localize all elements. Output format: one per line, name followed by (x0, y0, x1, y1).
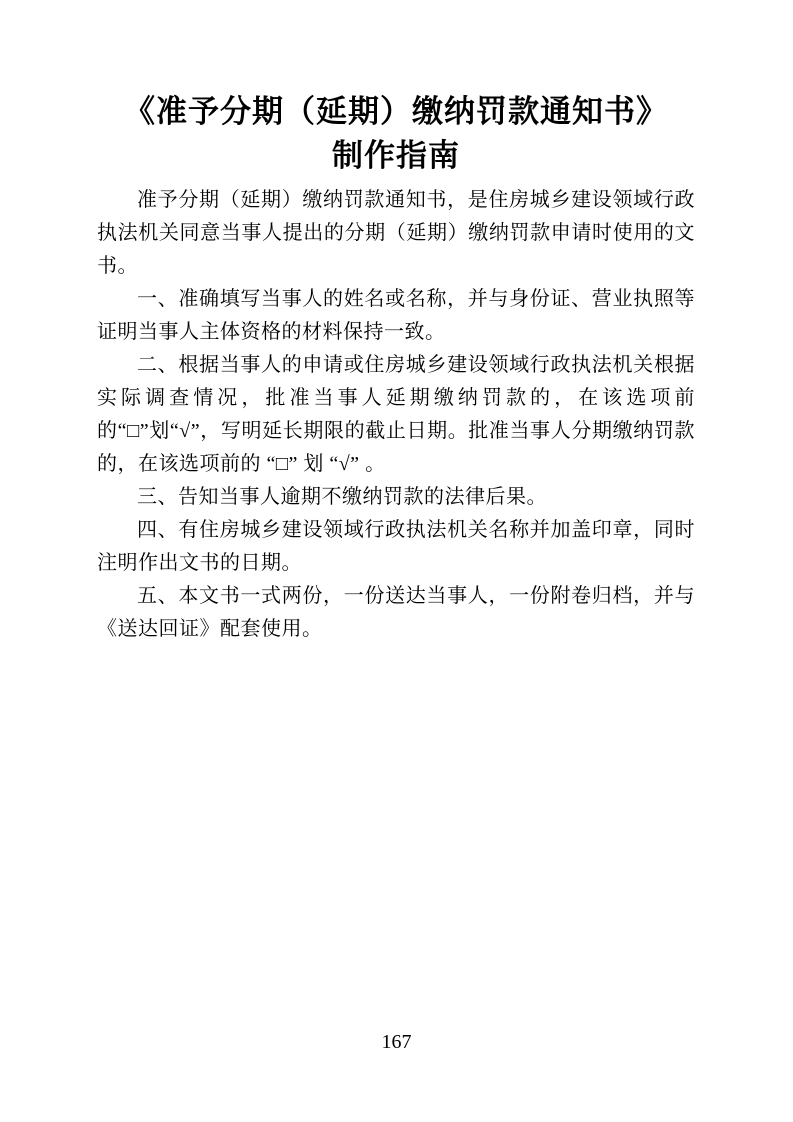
page-title-line-1: 《准予分期（延期）缴纳罚款通知书》 (124, 94, 668, 129)
paragraph-intro: 准予分期（延期）缴纳罚款通知书，是住房城乡建设领域行政执法机关同意当事人提出的分期（延期）缴纳罚款申请时使用的文书。 (97, 189, 695, 277)
paragraph-item-3: 三、告知当事人逾期不缴纳罚款的法律后果。 (137, 486, 547, 508)
document-content (97, 90, 695, 646)
paragraph-item-2: 二、根据当事人的申请或住房城乡建设领域行政执法机关根据实际调查情况，批准当事人延期缴纳罚款的，在该选项前的“□”划“√”，写明延长期限的截止日期。批准当事人分期缴纳罚款的，在该选项前的 “□” 划 “√” 。 (97, 354, 695, 475)
paragraph-item-1: 一、准确填写当事人的姓名或名称，并与身份证、营业执照等证明当事人主体资格的材料保持一致。 (97, 288, 695, 343)
page-title (97, 90, 695, 178)
page-number: 167 (381, 1031, 412, 1053)
paragraph-item-5: 五、本文书一式两份，一份送达当事人，一份附卷归档，并与《送达回证》配套使用。 (97, 585, 695, 640)
paragraph-item-4: 四、有住房城乡建设领域行政执法机关名称并加盖印章，同时注明作出文书的日期。 (97, 519, 695, 574)
page-title-line-2: 制作指南 (332, 138, 460, 173)
document-body (97, 184, 695, 646)
